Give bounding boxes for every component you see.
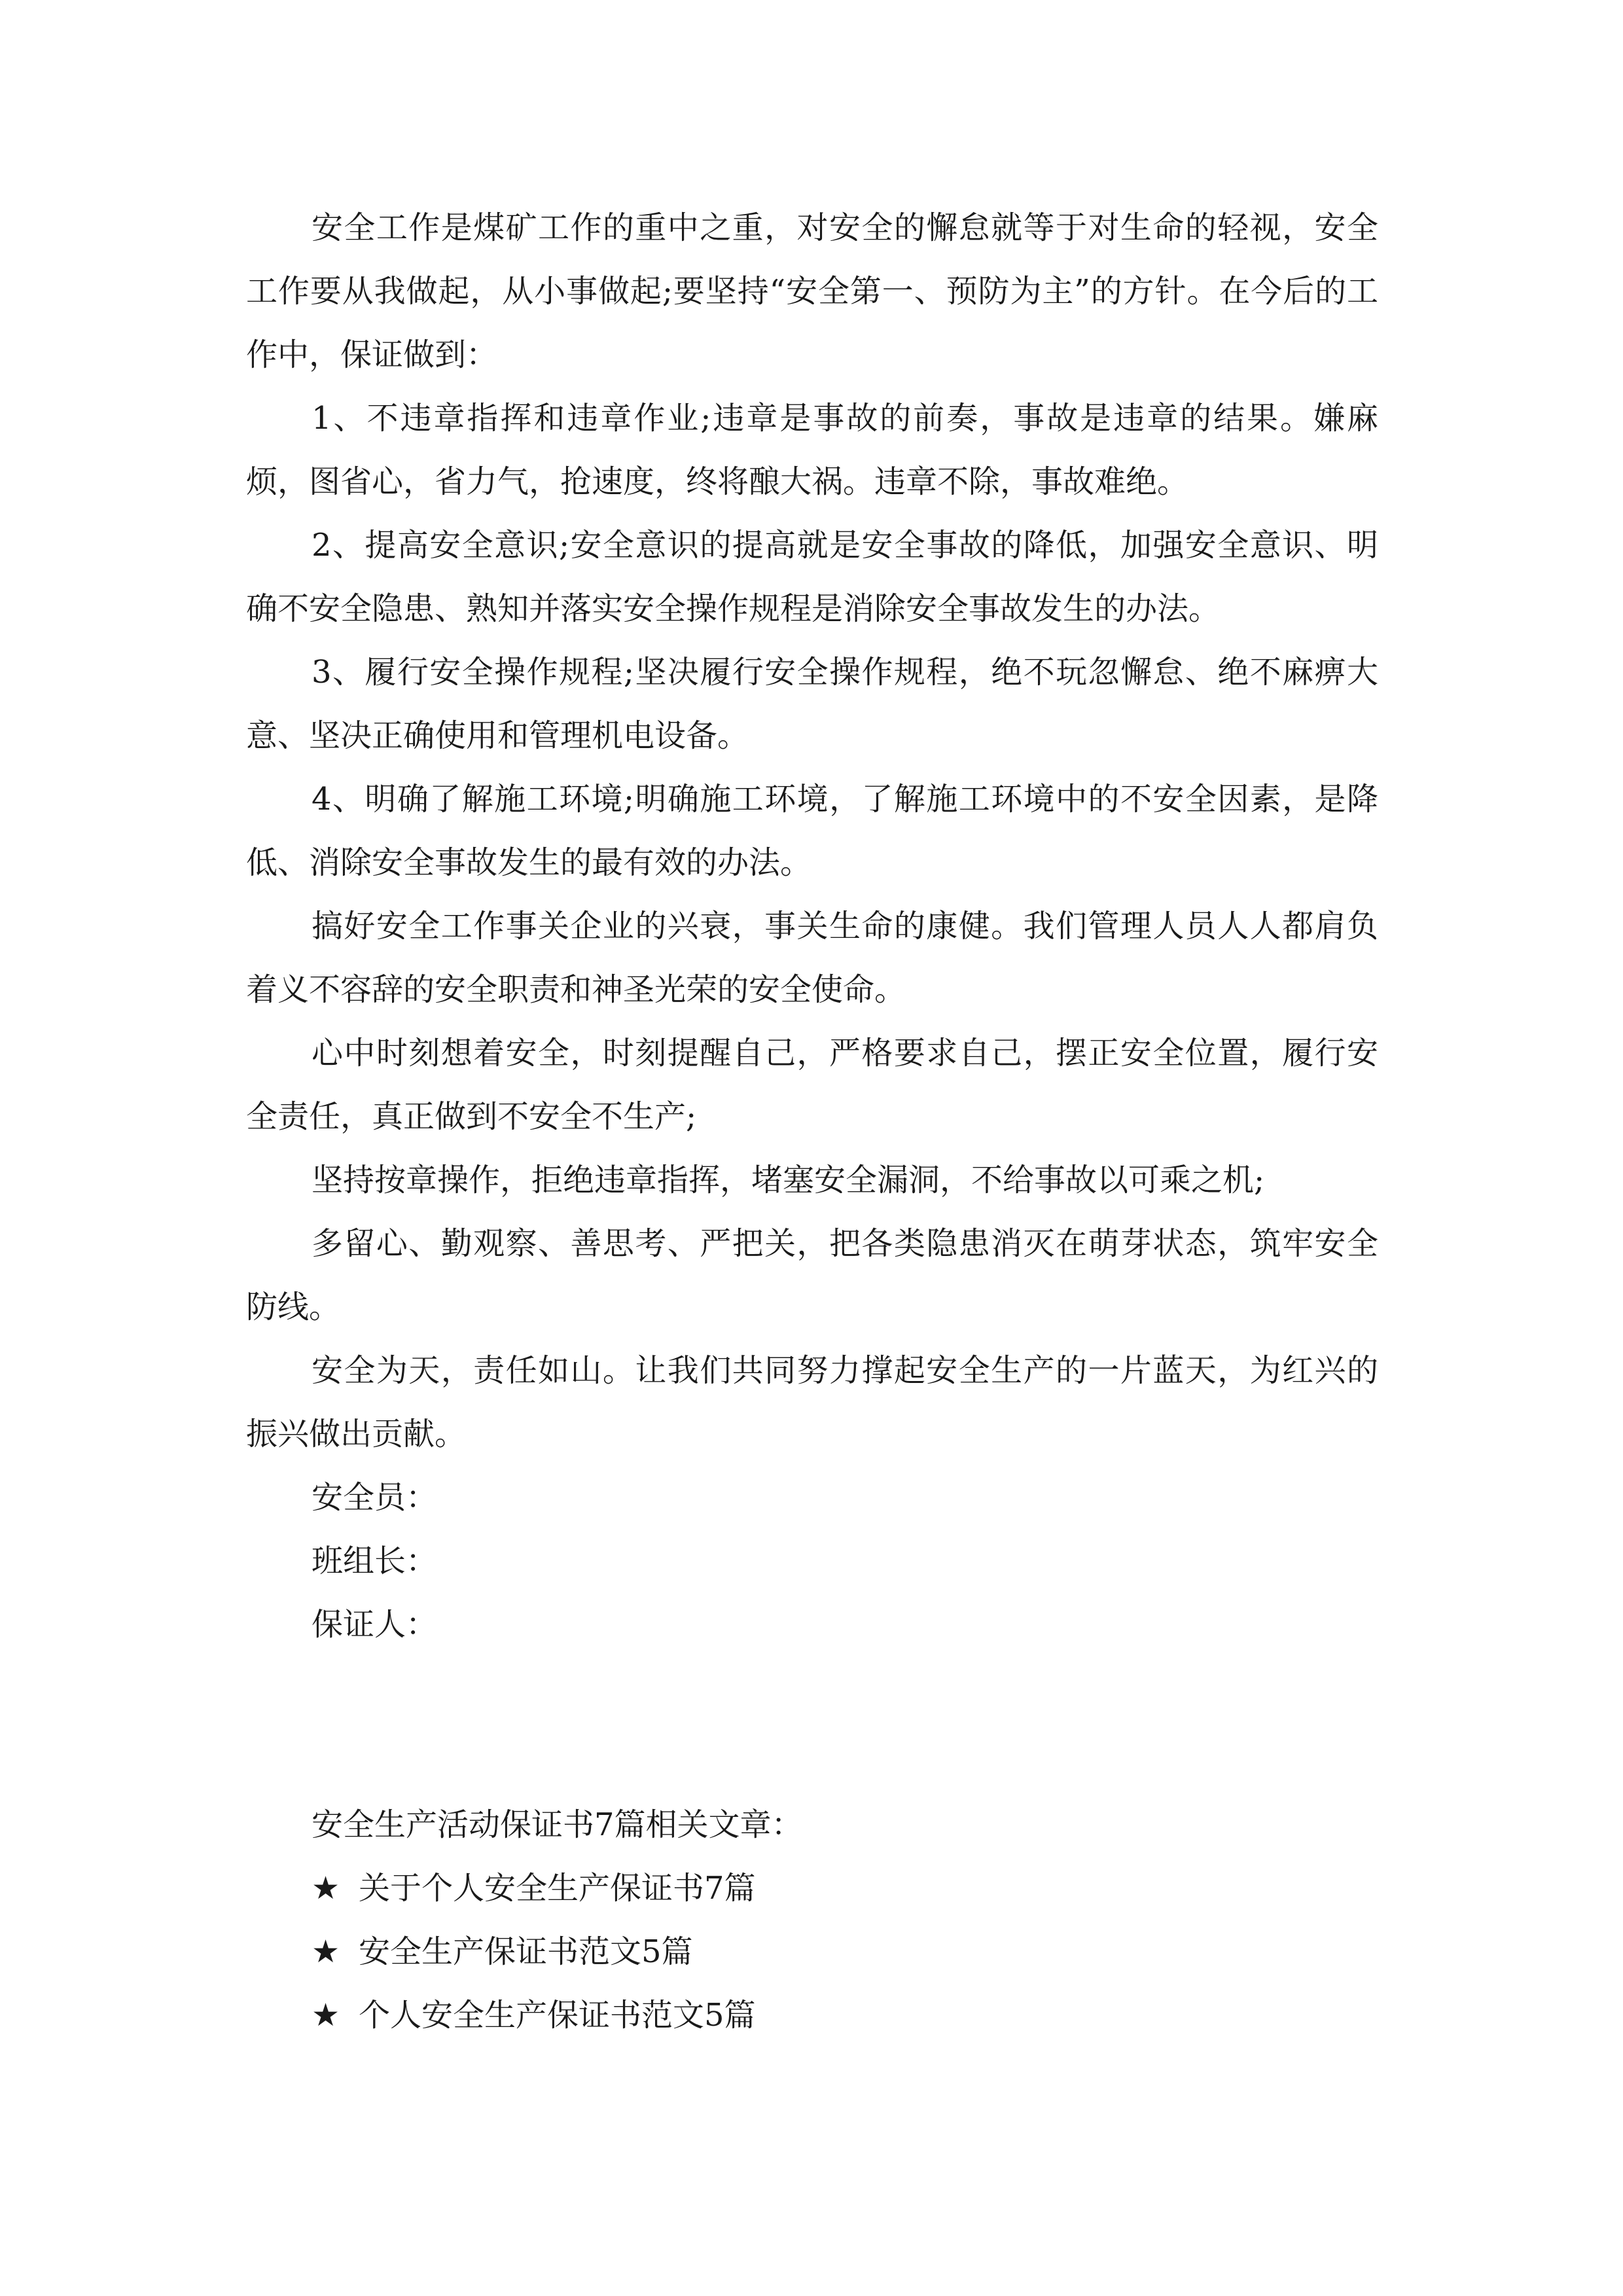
related-article-label[interactable]: 个人安全生产保证书范文5篇	[359, 1997, 756, 2034]
paragraph-observe: 多留心、勤观察、善思考、严把关，把各类隐患消灭在萌芽状态，筑牢安全防线。	[246, 1225, 1378, 1325]
paragraph-item-2: 2、提高安全意识;安全意识的提高就是安全事故的降低，加强安全意识、明确不安全隐患、熟知并落实安全操作规程是消除安全事故发生的办法。	[246, 527, 1378, 627]
signature-safety-officer: 安全员：	[312, 1479, 438, 1516]
star-icon: ★	[312, 1933, 340, 1970]
related-article-label[interactable]: 关于个人安全生产保证书7篇	[359, 1870, 756, 1907]
related-article-label[interactable]: 安全生产保证书范文5篇	[359, 1933, 693, 1970]
related-article-link[interactable]	[312, 1857, 1359, 1920]
paragraph-item-4: 4、明确了解施工环境;明确施工环境，了解施工环境中的不安全因素，是降低、消除安全事故发生的最有效的办法。	[246, 781, 1378, 881]
paragraph-item-1: 1、不违章指挥和违章作业;违章是事故的前奏，事故是违章的结果。嫌麻烦，图省心，省力气，抢速度，终将酿大祸。违章不除，事故难绝。	[246, 400, 1378, 500]
paragraph-item-3: 3、履行安全操作规程;坚决履行安全操作规程，绝不玩忽懈怠、绝不麻痹大意、坚决正确使用和管理机电设备。	[246, 654, 1378, 754]
related-article-link[interactable]	[312, 1920, 1359, 1984]
paragraph-closing: 安全为天，责任如山。让我们共同努力撑起安全生产的一片蓝天，为红兴的振兴做出贡献。	[246, 1352, 1378, 1452]
paragraph-follow-rules: 坚持按章操作，拒绝违章指挥，堵塞安全漏洞，不给事故以可乘之机;	[312, 1162, 1265, 1198]
related-article-link[interactable]	[312, 1984, 1359, 2047]
paragraph-mindful: 心中时刻想着安全，时刻提醒自己，严格要求自己，摆正安全位置，履行安全责任，真正做到不安全不生产;	[246, 1035, 1378, 1135]
signature-guarantor: 保证人：	[312, 1606, 438, 1643]
star-icon: ★	[312, 1997, 340, 2034]
body-text	[246, 196, 1378, 1657]
paragraph-intro: 安全工作是煤矿工作的重中之重，对安全的懈怠就等于对生命的轻视，安全工作要从我做起，从小事做起;要坚持“安全第一、预防为主”的方针。在今后的工作中，保证做到：	[246, 209, 1378, 373]
related-articles	[312, 1793, 1359, 2047]
paragraph-responsibility: 搞好安全工作事关企业的兴衰，事关生命的康健。我们管理人员人人都肩负着义不容辞的安全职责和神圣光荣的安全使命。	[246, 908, 1378, 1008]
related-articles-title: 安全生产活动保证书7篇相关文章：	[312, 1806, 803, 1843]
signature-team-leader: 班组长：	[312, 1543, 438, 1579]
star-icon: ★	[312, 1870, 340, 1907]
